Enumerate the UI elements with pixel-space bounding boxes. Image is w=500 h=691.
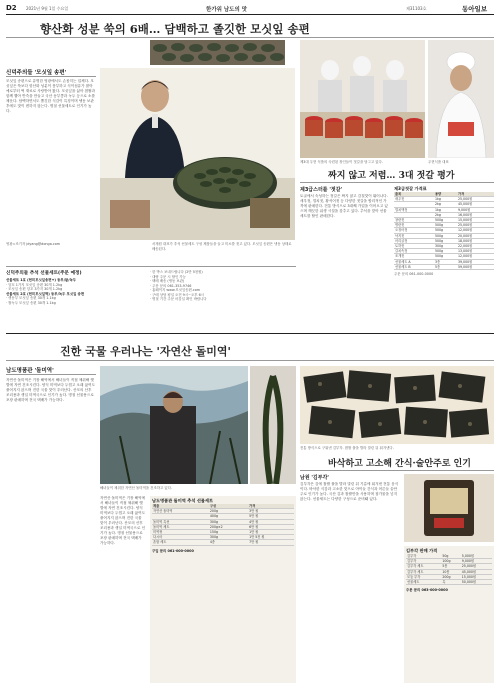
table-cell: 6만 원 — [248, 524, 294, 529]
table-cell: 500g — [434, 218, 457, 223]
table-header-cell: 가격 — [248, 504, 294, 509]
table-header-cell: 가격 — [457, 192, 494, 197]
newspaper-brand: 동아일보 — [462, 5, 488, 13]
table-cell: 4종 — [209, 540, 248, 545]
table-cell: 1kg — [434, 207, 457, 212]
article3-price-box — [150, 496, 296, 683]
article3-photo-caption: 해녀들이 채취한 자연산 돌미역을 건조하고 있다. — [100, 486, 172, 490]
table-header-cell: 구성 — [209, 504, 248, 509]
article1-subhead: 신덕주의들 '모싯잎 송편' — [6, 70, 67, 76]
table-cell: 9,000원 — [461, 559, 492, 564]
article2-headline: 짜지 않고 저렴… 3대 젓갈 평가 — [328, 171, 455, 181]
table-cell: 김부각 세트 — [406, 564, 441, 569]
table-cell: 7만 원 — [248, 540, 294, 545]
table-cell: 25,000원 — [457, 197, 494, 202]
article4-price-box — [404, 546, 494, 683]
miyeok-price-table — [152, 504, 294, 546]
table-cell: 미역귀 — [152, 530, 209, 535]
table-cell: 선물세트 B — [394, 264, 434, 269]
table-cell: 김부각 — [406, 554, 441, 559]
table-cell: 혼합 세트 — [152, 540, 209, 545]
table-cell: 선물세트 A — [394, 259, 434, 264]
article3-body-col2 — [100, 496, 146, 683]
table-cell: 500g — [434, 228, 457, 233]
table-cell: 오징어젓 — [394, 228, 434, 233]
table-cell: 50,000원 — [461, 580, 492, 585]
table-row — [406, 580, 492, 585]
table-cell: 16,000원 — [457, 212, 494, 217]
table-cell: 22,000원 — [457, 244, 494, 249]
table-cell: 1kg — [434, 197, 457, 202]
table-cell: 4만 원 — [248, 519, 294, 524]
article4-subhead: 남원 '김부각' — [300, 475, 329, 481]
table-cell: 5만 원 — [248, 514, 294, 519]
article2-table-footer: 주문 문의 061-000-0000 — [394, 272, 434, 277]
table-cell: 3종 — [434, 259, 457, 264]
article1-byline: 영광=조기자 jdyang@donga.com — [6, 242, 61, 246]
table-cell: 창란젓 — [394, 218, 434, 223]
table-cell: 500g — [434, 238, 457, 243]
table-cell: 15,000원 — [457, 218, 494, 223]
article1-rule — [6, 37, 494, 38]
table-cell: 13,000원 — [457, 249, 494, 254]
table-cell: 5봉 — [441, 564, 460, 569]
table-cell: 12,000원 — [457, 228, 494, 233]
header-rule — [6, 14, 494, 15]
table-cell: 새우젓 — [394, 197, 434, 202]
table-cell: 5종 — [434, 264, 457, 269]
table-cell: 200g — [441, 574, 460, 579]
table-cell: 선물세트 — [406, 580, 441, 585]
table-cell: 돌미역 특선 — [152, 519, 209, 524]
note-line: · 홈페이지 www.모싯잎송편.com — [150, 288, 201, 292]
article3-rule — [6, 360, 494, 361]
table-cell: 100g — [441, 559, 460, 564]
issue-number: 제31103호 — [406, 6, 427, 11]
jeotgal-jars-photo — [300, 40, 425, 158]
article1-body: 모싯잎 송편으로 유명한 영광에서도 손꼽히는 업체다. 모싯잎은 쑥보다 항산화 성분이 풍부하고 식이섬유가 많아 예로부터 떡 재료로 사랑받아 왔다. 모싯잎을 삶아 찹쌀과 함께 빻아 반죽을 만들고 국산 동부콩과 녹두 등으로 소를 채운다. 담백하면서도 쫄깃한 식감이 특징이며 냉동 보관 후에도 맛이 변하지 않는다. 명절 선물세트로 인기가 높다. — [6, 79, 95, 113]
product-line: 선물세트 2호 (현미모싯잎떡) 동부/녹두 모싯잎 송편 — [6, 291, 85, 296]
issue-date: 2021년 9월 1일 수요일 — [26, 6, 69, 11]
article3-order: 구입 문의 061-000-0000 — [152, 548, 194, 553]
article3-headline: 진한 국물 우러나는 '자연산 돌미역' — [60, 345, 231, 358]
table-cell: 50g — [441, 554, 460, 559]
article1-notes — [150, 270, 295, 302]
article1-sub-rule — [6, 76, 96, 77]
table-cell: 500g — [434, 233, 457, 238]
table-cell: 500g — [434, 223, 457, 228]
table-cell: 300g — [434, 244, 457, 249]
table-cell: 300g — [209, 535, 248, 540]
table-cell: 갈치속젓 — [394, 249, 434, 254]
table-cell: 15,000원 — [461, 574, 492, 579]
table-cell: 1만 원 — [248, 530, 294, 535]
article4-body: 김부각은 김에 찹쌀 풀을 발라 말린 뒤 기름에 튀겨낸 전통 음식이다. 바삭한 식감과 고소한 맛으로 아이들 간식과 어른들 술안주로 인기가 높다. 국산 김과 찹쌀만을 사용하며 첨가물을 넣지 않는다. 선물세트는 다양한 구성으로 준비돼 있다. — [300, 482, 399, 501]
product-line: · 쌀녹두 모싯잎 송편 30개 1.1kg — [6, 300, 56, 305]
article3-body-continued: 자연산 돌미역은 기장 해역에서 해녀들이 직접 채취해 햇볕에 자연 건조시킨다. 양식 미역보다 두껍고 오래 끓여도 풀어지지 않으며 진한 국물 맛이 우러난다. 산모의 산후 조리용과 생일 미역국으로 인기가 높다. 명절 선물용으로 포장 판매하며 전국 택배가 가능하다. — [100, 496, 146, 545]
product-line: 선물세트 1호 (현미모싯잎송편+) 동부/팥/녹두 — [6, 278, 76, 282]
table-cell: 45,000원 — [461, 569, 492, 574]
table-row — [152, 540, 294, 545]
seaweed-harvest-photo — [100, 366, 248, 484]
product-line: · 앙꼬 1가지 모싯잎 송편 30개 1.2kg — [6, 282, 63, 287]
table-cell: 토하젓 — [394, 244, 434, 249]
note-line: · 한 박스 보내드립니다 (2만 5천원) — [150, 270, 203, 274]
songpyeon-main-photo — [100, 68, 295, 240]
table-cell: 김부각 세트 — [406, 569, 441, 574]
table-cell: 200g — [209, 509, 248, 514]
table-cell: 150g — [209, 530, 248, 535]
table-cell: 3만 원 — [248, 509, 294, 514]
chef-portrait-photo — [428, 40, 494, 158]
table-cell: 모둠 부각 — [406, 574, 441, 579]
table-cell: 어리굴젓 — [394, 238, 434, 243]
article1-product-list — [6, 278, 146, 305]
article4-order: 주문 문의 063-000-0000 — [406, 588, 448, 593]
article4-product-title: 김부각 판매 가격 — [406, 548, 438, 553]
table-cell: 400g — [209, 514, 248, 519]
gimbugak-package-photo — [404, 474, 494, 542]
article2-photo-caption-right: 우현식품 대표 — [428, 160, 449, 164]
table-header-cell: 품목 — [394, 192, 434, 197]
article2-price-table — [394, 186, 494, 277]
table-cell: 5,000원 — [461, 554, 492, 559]
table-row — [394, 264, 494, 269]
table-cell: 2kg — [434, 202, 457, 207]
table-cell: 자연산 돌미역 — [152, 509, 209, 514]
note-line: · 구매 상담 평일 오전 9시~오후 6시 — [150, 292, 205, 297]
product-line: · 모싯잎 송편 앙꼬 3가지 30개 1.2kg — [6, 287, 63, 291]
table-cell: 김부각 — [406, 559, 441, 564]
note-line: · 택배 배송 (냉동 보관) — [150, 279, 185, 283]
table-header-cell: 제품 — [152, 504, 209, 509]
note-line: · 주문 문의 061-353-9746 — [150, 283, 192, 288]
table-cell: 500g — [434, 249, 457, 254]
table-cell: 명란젓 — [394, 223, 434, 228]
article2-body: 토굴에서 숙성하는 젓갈은 짜지 않고 감칠맛이 뛰어나다. 새우젓, 멸치젓, 황석어젓 등 다양한 젓갈을 합리적인 가격에 판매한다. 전통 방식으로 3대째 가업을 이어오고 있으며 깨끗한 위생 시설을 갖추고 있다. 추석을 맞아 선물세트를 할인 판매한다. — [300, 194, 388, 218]
table-cell: 500g — [434, 254, 457, 259]
table-cell: 10봉 — [441, 569, 460, 574]
article3-subhead: 남도명품관 '돌미역' — [6, 368, 54, 374]
table-cell: 39,000원 — [457, 259, 494, 264]
table-cell: 18,000원 — [457, 238, 494, 243]
article2-photo-caption-left: 제3대 우현 식품의 숙련된 장인들이 젓갈을 담그고 있다. — [300, 160, 383, 164]
seaweed-drying-photo — [250, 366, 296, 484]
note-line: · 명절 기간 주문 마감일 확인 바랍니다 — [150, 297, 207, 301]
table-cell: 1만 5천 원 — [248, 535, 294, 540]
table-cell: 45,000원 — [457, 202, 494, 207]
article2-table-title: 제3급젓갈 가격표 — [394, 186, 427, 191]
table-cell: 12,000원 — [457, 254, 494, 259]
article1-photo-caption: 서재원 대표가 추석 선물세트 구성 제품들을 들고 미소를 짓고 있다. 모싯잎 송편은 냉동 상태로 배송된다. — [152, 242, 292, 251]
article2-subhead: 제3급스터를 '젓갈' — [300, 187, 343, 193]
product-line: · 생동부 모싯잎 송편 30개 1.1kg — [6, 296, 56, 300]
article3-sub-rule — [6, 374, 96, 375]
table-cell: 300g — [209, 519, 248, 524]
table-cell: 특 — [441, 580, 460, 585]
page-number: D2 — [6, 4, 17, 12]
table-cell: 25,000원 — [461, 564, 492, 569]
jeotgal-price-table — [394, 192, 494, 270]
table-cell: 59,000원 — [457, 264, 494, 269]
article1-headline: 향산화 성분 쑥의 6배… 담백하고 졸깃한 모싯잎 송편 — [40, 22, 310, 36]
songpyeon-photo-strip — [150, 40, 285, 65]
table-cell: 다시마 — [152, 535, 209, 540]
table-cell: 25,000원 — [457, 223, 494, 228]
table-header-cell: 용량 — [434, 192, 457, 197]
gimbugak-price-table — [406, 554, 492, 585]
article3-body: 자연산 돌미역은 기장 해역에서 해녀들이 직접 채취해 햇볕에 자연 건조시킨다. 양식 미역보다 두껍고 오래 끓여도 풀어지지 않으며 진한 국물 맛이 우러난다. 산모의 산후 조리용과 생일 미역국으로 인기가 높다. 명절 선물용으로 포장 판매하며 전국 택배가 가능하다. — [6, 378, 95, 402]
table-cell: 2kg — [434, 212, 457, 217]
table-cell: 9,000원 — [457, 207, 494, 212]
page-header — [6, 4, 494, 13]
gimbugak-photo — [300, 366, 494, 444]
table-cell: 돌미역 세트 — [152, 524, 209, 529]
note-line: · 대량 주문 시 할인 가능 — [150, 274, 186, 279]
section-title: 한가위 남도의 맛 — [206, 7, 248, 13]
table-cell: 낙지젓 — [394, 233, 434, 238]
table-cell: 200g×2 — [209, 524, 248, 529]
article4-rule — [300, 470, 494, 471]
article4-photo-caption: 전통 방식으로 구워낸 김부각. 찹쌀 풀을 발라 말린 뒤 튀겨낸다. — [300, 446, 394, 450]
table-cell: 20,000원 — [457, 233, 494, 238]
article3-top-rule — [6, 333, 494, 334]
table-cell: 조개젓 — [394, 254, 434, 259]
article3-table-title: 남도명품관 돌미역 추석 선물세트 — [152, 498, 214, 503]
article1-product-title: 신덕주의들 추석 선물세트(주문 예정) — [6, 271, 82, 276]
table-cell: 멸치액젓 — [394, 207, 434, 212]
article2-rule — [300, 182, 494, 183]
article1-box-rule — [6, 266, 296, 267]
article4-headline: 바삭하고 고소해 간식·술안주로 인기 — [328, 459, 471, 469]
